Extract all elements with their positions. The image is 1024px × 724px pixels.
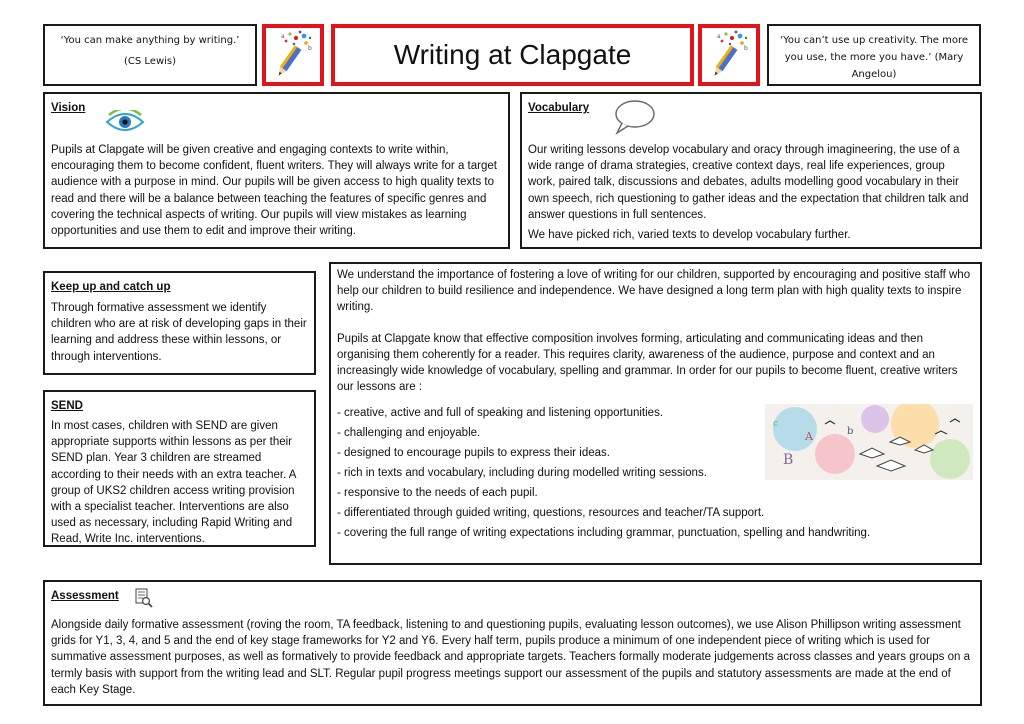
vocabulary-body-2: We have picked rich, varied texts to develop vocabulary further. <box>528 229 851 242</box>
list-item: - differentiated through guided writing, questions, resources and teacher/TA support. <box>337 507 765 520</box>
pencil-splash-icon <box>702 28 756 82</box>
svg-text:a: a <box>717 33 721 40</box>
list-item: - rich in texts and vocabulary, including during modelled writing sessions. <box>337 467 707 480</box>
send-heading: SEND <box>51 400 83 412</box>
document-search-icon <box>135 588 153 608</box>
svg-text:c: c <box>773 419 779 430</box>
send-panel <box>43 390 316 547</box>
svg-text:A: A <box>805 430 813 444</box>
vision-body: Pupils at Clapgate will be given creative and engaging contexts to write within, encouraging them to become confident, fluent writers. They will always write for a target audience with a purpose in mind. Our pupils will be given access to high quality texts to read and there will be a balance between teaching the features of specific genres and covering the technical aspects of writing. Our pupils will view mistakes as learning opportunities and use them to edit and improve their writing. <box>51 144 497 238</box>
flying-books-image <box>765 404 973 480</box>
assessment-panel <box>43 580 982 706</box>
eye-icon <box>105 110 145 134</box>
svg-text:B: B <box>783 452 794 469</box>
quote-right-text: ‘You can’t use up creativity. The more you use, the more you have.’ (Mary Angelou) <box>779 35 969 80</box>
keepup-panel <box>43 271 316 375</box>
quote-left-author: (CS Lewis) <box>123 56 177 67</box>
list-item: - covering the full range of writing expectations including grammar, punctuation, spelling and handwriting. <box>337 527 871 540</box>
vocabulary-body-1: Our writing lessons develop vocabulary and oracy through imagineering, the use of a wide range of drama strategies, creative context days, real life experiences, group work, paired talk, discussions and debates, adults modelling good vocabulary in their own speech, rich questioning to gather ideas and the expectation that children talk and answer questions in full sentences. <box>528 144 969 221</box>
vocabulary-panel <box>520 92 982 249</box>
list-item: - responsive to the needs of each pupil. <box>337 487 538 500</box>
quote-left-text: ‘You can make anything by writing.’ <box>60 35 240 46</box>
vision-heading: Vision <box>51 102 86 114</box>
quote-right-box <box>767 24 981 86</box>
svg-text:a: a <box>281 33 285 40</box>
assessment-body: Alongside daily formative assessment (roving the room, TA feedback, listening to and questioning pupils, evaluating lesson outcomes), we use Alison Phillipson writing assessment grids for Y1, 3, 4, and 5 and the end of key stage frameworks for Y2 and Y6. Every half term, pupils produce a minimum of one independent piece of writing which is used for summative assessment purposes, as well as formatively to provide feedback and appropriate targets. Teachers formally moderate judgements across classes and years groups on a termly basis with support from the writing lead and SLT. Regular pupil progress meetings support our assessment of the pupils and statutory assessments are made at the end of each Key Stage. <box>51 619 970 696</box>
page-title: Writing at Clapgate <box>393 39 632 70</box>
vision-panel <box>43 92 510 249</box>
assessment-heading: Assessment <box>51 590 119 602</box>
main-intro: We understand the importance of fostering a love of writing for our children, supported by encouraging and positive staff who help our children to build resilience and independence. We have designed a long term plan with high quality texts to inspire writing. <box>337 269 971 314</box>
send-body: In most cases, children with SEND are given appropriate supports within lessons as per their SEND plan. Year 3 children are streamed according to their needs with an extra teacher. A group of UKS2 children access writing provision with a specialist teacher. Interventions are also used as necessary, including Rapid Writing and Read, Write Inc. interventions. <box>51 420 296 546</box>
list-item: - creative, active and full of speaking and listening opportunities. <box>337 407 664 420</box>
list-item: - designed to encourage pupils to express their ideas. <box>337 447 610 460</box>
pencil-frame-right <box>698 24 760 86</box>
keepup-heading: Keep up and catch up <box>51 281 171 293</box>
svg-text:b: b <box>744 45 748 52</box>
title-box <box>331 24 694 86</box>
keepup-body: Through formative assessment we identify children who are at risk of developing gaps in their learning and address these within lessons, or through interventions. <box>51 302 307 363</box>
main-composition: Pupils at Clapgate know that effective composition involves forming, articulating and communicating ideas and then organising them coherently for a reader. This requires clarity, awareness of the audience, purpose and context and an increasingly wide knowledge of vocabulary, spelling and grammar. In order for our pupils to become fluent, creative writers our lessons are : <box>337 332 958 394</box>
quote-left-box <box>43 24 257 86</box>
pencil-frame-left <box>262 24 324 86</box>
list-item: - challenging and enjoyable. <box>337 427 481 440</box>
pencil-splash-icon <box>266 28 320 82</box>
speech-bubble-icon <box>612 98 656 136</box>
svg-text:b: b <box>847 426 854 438</box>
vocabulary-heading: Vocabulary <box>528 102 590 114</box>
svg-text:b: b <box>308 45 312 52</box>
main-panel <box>329 262 982 565</box>
